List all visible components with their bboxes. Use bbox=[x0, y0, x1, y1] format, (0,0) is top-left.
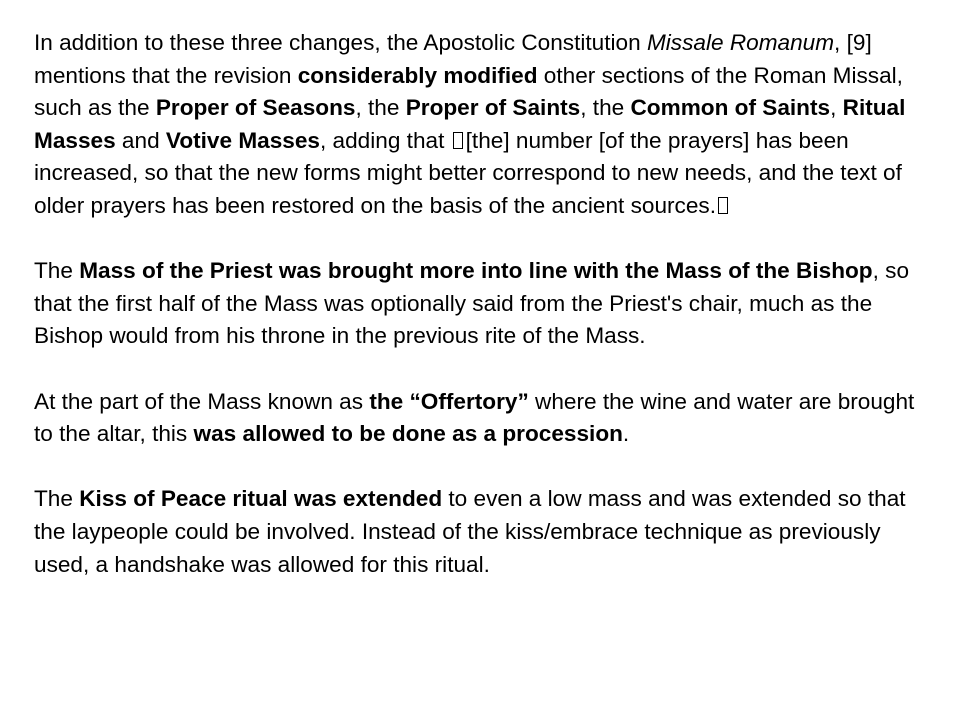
text-run: , adding that bbox=[319, 127, 451, 153]
text-run: , so that the first half of the Mass was optionally said from the Priest's chair, much as the Bishop would from his throne in the previous rite of the Mass. bbox=[34, 258, 910, 349]
bold-text-run: was allowed to be done as a procession bbox=[193, 421, 623, 447]
text-run: . bbox=[622, 421, 630, 447]
text-run: and bbox=[115, 127, 166, 153]
italic-text-run: Missale Romanum bbox=[646, 30, 835, 55]
text-run: to even a low mass and was extended so that the laypeople could be involved. Instead of the kiss/embrace technique as previously used, a handshake was allowed for this ritual. bbox=[34, 486, 906, 577]
text-run: [the] number [of the prayers] has been increased, so that the new forms might better correspond to new needs, and the text of older prayers has been restored on the basis of the ancient sources. bbox=[34, 127, 902, 218]
missing-glyph-icon bbox=[718, 197, 728, 214]
paragraph-mass-of-priest bbox=[34, 255, 934, 353]
bold-text-run: Votive Masses bbox=[165, 127, 320, 153]
bold-text-run: Kiss of Peace ritual was extended bbox=[79, 486, 443, 512]
bold-text-run: Proper of Seasons bbox=[155, 95, 356, 121]
slide-text-body bbox=[34, 27, 934, 581]
bold-text-run: Common of Saints bbox=[630, 95, 831, 121]
text-run: , bbox=[830, 95, 843, 121]
text-run: , the bbox=[355, 95, 406, 121]
text-run: The bbox=[34, 258, 80, 284]
paragraph-offertory bbox=[34, 386, 934, 451]
missing-glyph-icon bbox=[453, 132, 463, 149]
text-run: , [9] mentions that the revision bbox=[34, 30, 872, 88]
paragraph-kiss-of-peace bbox=[34, 483, 934, 581]
text-run: where the wine and water are brought to the altar, this bbox=[34, 388, 915, 447]
paragraph-missal-revisions bbox=[34, 27, 934, 223]
bold-text-run: Proper of Saints bbox=[405, 95, 581, 121]
text-run: In addition to these three changes, the Apostolic Constitution bbox=[34, 30, 647, 55]
text-run: The bbox=[34, 486, 80, 512]
text-run: At the part of the Mass known as bbox=[34, 388, 370, 414]
bold-text-run: Mass of the Priest was brought more into line with the Mass of the Bishop bbox=[79, 258, 873, 284]
text-run: other sections of the Roman Missal, such as the bbox=[34, 62, 903, 121]
bold-text-run: Ritual Masses bbox=[34, 95, 906, 153]
bold-text-run: considerably modified bbox=[297, 62, 538, 88]
text-run: , the bbox=[580, 95, 631, 121]
bold-text-run: the “Offertory” bbox=[369, 388, 529, 414]
